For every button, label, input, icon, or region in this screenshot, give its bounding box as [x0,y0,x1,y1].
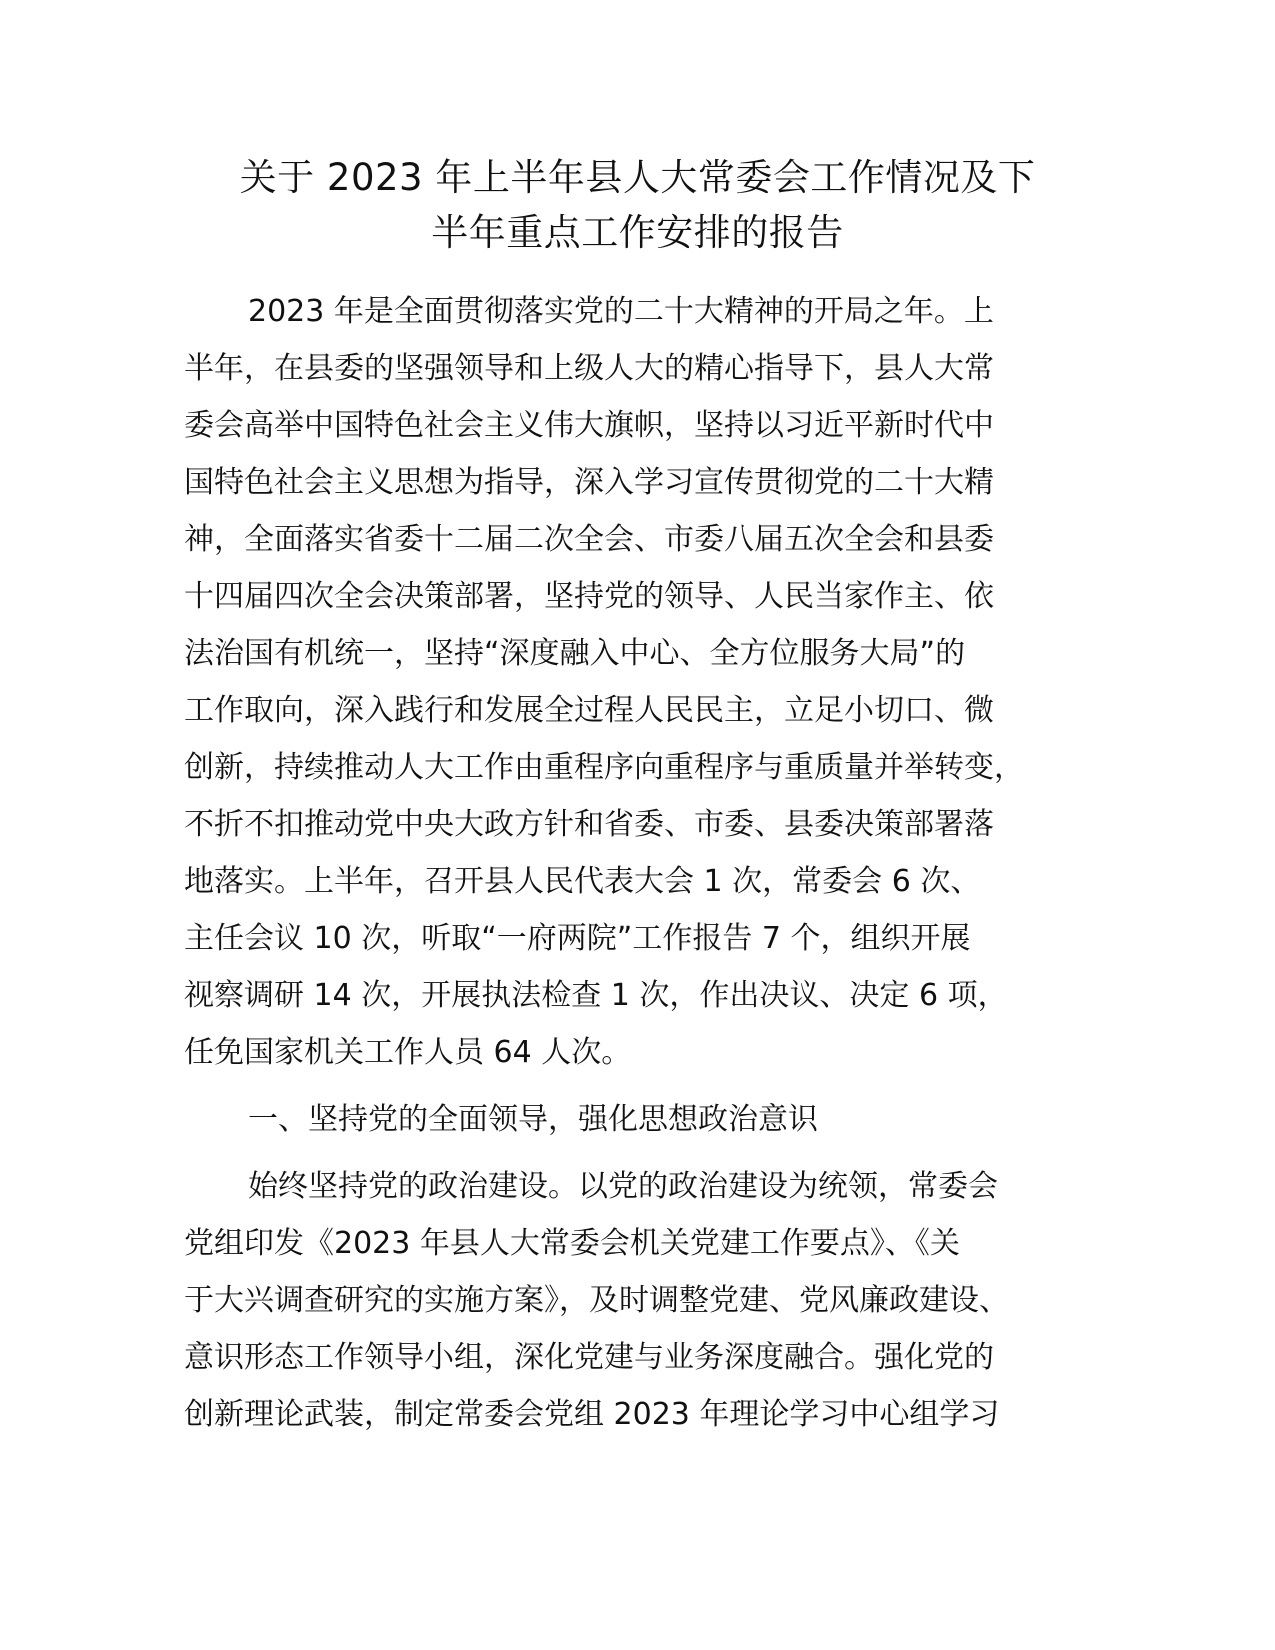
paragraph-line: 始终坚持党的政治建设。以党的政治建设为统领，常委会 [248,1169,998,1204]
paragraph-line: 任免国家机关工作人员 64 人次。 [184,1035,632,1070]
title-line-1: 关于 2023 年上半年县人大常委会工作情况及下 [239,156,1036,199]
document-title [150,150,1125,260]
paragraph-line: 法治国有机统一，坚持“深度融入中心、全方位服务大局”的 [184,636,966,671]
title-line-2: 半年重点工作安排的报告 [431,211,844,254]
paragraph-intro [184,283,1104,1081]
paragraph-line: 地落实。上半年，召开县人民代表大会 1 次，常委会 6 次、 [184,864,981,899]
spacer [184,1081,1104,1091]
paragraph-line: 半年，在县委的坚强领导和上级人大的精心指导下，县人大常 [184,351,994,386]
paragraph-line: 视察调研 14 次，开展执法检查 1 次，作出决议、决定 6 项， [184,978,1008,1013]
spacer [184,1148,1104,1158]
paragraph-line: 党组印发《2023 年县人大常委会机关党建工作要点》、《关 [184,1226,960,1261]
paragraph-party-building [184,1158,1104,1443]
document-body [184,283,1104,1443]
paragraph-line: 意识形态工作领导小组，深化党建与业务深度融合。强化党的 [184,1340,994,1375]
paragraph-line: 十四届四次全会决策部署，坚持党的领导、人民当家作主、依 [184,579,994,614]
paragraph-line: 神，全面落实省委十二届二次全会、市委八届五次全会和县委 [184,522,994,557]
paragraph-line: 不折不扣推动党中央大政方针和省委、市委、县委决策部署落 [184,807,994,842]
paragraph-line: 主任会议 10 次，听取“一府两院”工作报告 7 个，组织开展 [184,921,971,956]
paragraph-line: 国特色社会主义思想为指导，深入学习宣传贯彻党的二十大精 [184,465,994,500]
section-heading: 一、坚持党的全面领导，强化思想政治意识 [248,1102,818,1137]
paragraph-line: 委会高举中国特色社会主义伟大旗帜，坚持以习近平新时代中 [184,408,994,443]
paragraph-line: 2023 年是全面贯彻落实党的二十大精神的开局之年。上 [248,294,994,329]
paragraph-line: 创新，持续推动人大工作由重程序向重程序与重质量并举转变， [184,750,1024,785]
paragraph-line: 创新理论武装，制定常委会党组 2023 年理论学习中心组学习 [184,1397,1000,1432]
paragraph-line: 工作取向，深入践行和发展全过程人民民主，立足小切口、微 [184,693,994,728]
paragraph-line: 于大兴调查研究的实施方案》，及时调整党建、党风廉政建设、 [184,1283,1009,1318]
